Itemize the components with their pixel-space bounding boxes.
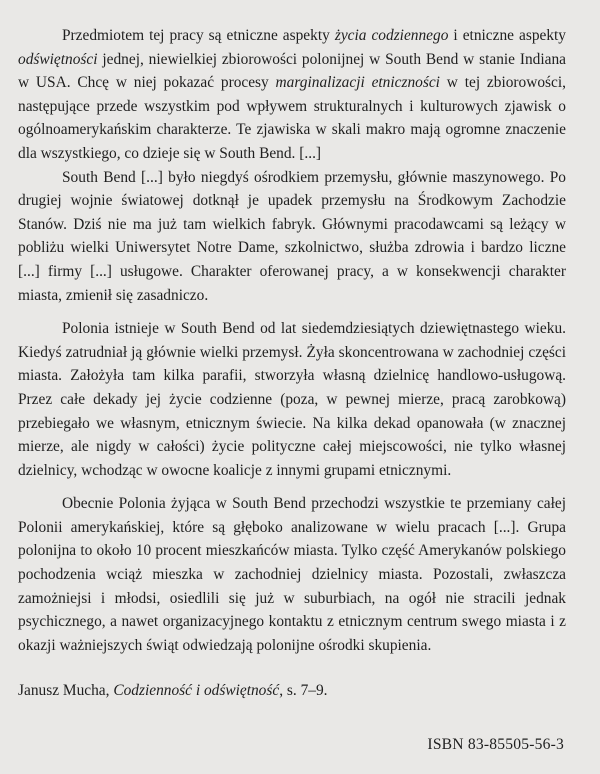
citation-title: Codzienność i odświętność	[113, 682, 280, 700]
paragraph-3	[18, 317, 566, 482]
source-citation	[18, 679, 566, 702]
paragraph-4-seg-1: Obecnie Polonia żyjąca w South Bend przechodzi wszystkie te przemiany całej Polonii amerykańskiej, które są głęboko analizowane w wielu pracach [...]. Grupa polonijna to około 10 procent mieszkańców miasta. Tylko część Amerykanów polskiego pochodzenia wciąż mieszka w zachodniej dzielnicy miasta. Pozostali, zwłaszcza zamożniejsi i młodsi, osiedlili się już w suburbiach, na ogół nie stracili jednak psychicznego, a nawet organizacyjnego kontaktu z etnicznym centrum swego miasta i z okazji ważniejszych świąt odwiedzają polonijne ośrodki skupienia.	[18, 495, 566, 654]
paragraph-2-seg-1: South Bend [...] było niegdyś ośrodkiem przemysłu, głównie maszynowego. Po drugiej wojnie światowej dotknął je upadek przemysłu na Środkowym Zachodzie Stanów. Dziś nie ma już tam wielkich fabryk. Głównymi pracodawcami są leżący w pobliżu wielki Uniwersytet Notre Dame, szkolnictwo, służba zdrowia i bardzo liczne [...] firmy [...] usługowe. Charakter oferowanej pracy, a w konsekwencji charakter miasta, zmienił się zasadniczo.	[18, 168, 566, 304]
paragraph-1-seg-5: jednej, niewielkiej zbiorowości polonijnej w South Bend w stanie Indiana w USA. Chcę w niej pokazać procesy	[18, 50, 566, 92]
paragraph-1-seg-4: odświętności	[18, 50, 98, 68]
citation-pages: , s. 7–9.	[279, 682, 328, 700]
paragraph-4	[18, 492, 566, 657]
paragraph-2	[18, 166, 566, 308]
paragraph-1-seg-2: życia codziennego	[334, 27, 449, 44]
citation-author: Janusz Mucha,	[18, 682, 114, 700]
paragraph-1	[18, 24, 566, 166]
paragraph-1-seg-1: Przedmiotem tej pracy są etniczne aspekty	[62, 27, 335, 44]
isbn-number: ISBN 83-85505-56-3	[427, 736, 564, 753]
paragraph-1-seg-7: w tej zbiorowości, następujące przede wszystkim pod wpływem strukturalnych i kulturowych zjawisk o ogólnoamerykańskim charakterze. Te zjawiska w skali makro mają ogromne znaczenie dla wszystkiego, co dzieje się w South Bend. [...]	[18, 74, 566, 162]
paragraph-1-seg-6: marginalizacji etniczności	[275, 74, 440, 92]
paragraph-3-seg-1: Polonia istnieje w South Bend od lat siedemdziesiątych dziewiętnastego wieku. Kiedyś zatrudniał ją głównie wielki przemysł. Żyła skoncentrowana w zachodniej części miasta. Założyła tam kilka parafii, stworzyła własną dzielnicę handlowo-usługową. Przez całe dekady jej życie codzienne (poza, w pewnej mierze, pracą zarobkową) przebiegało we własnym, etnicznym świecie. Na kilka dekad opanowała (w znacznej mierze, ale nigdy w całości) życie polityczne całej miejscowości, nie tylko własnej dzielnicy, wchodząc w owocne koalicje z innymi grupami etnicznymi.	[18, 320, 566, 479]
paragraph-1-seg-3: i etniczne aspekty	[448, 27, 567, 44]
blurb-text	[18, 24, 566, 657]
